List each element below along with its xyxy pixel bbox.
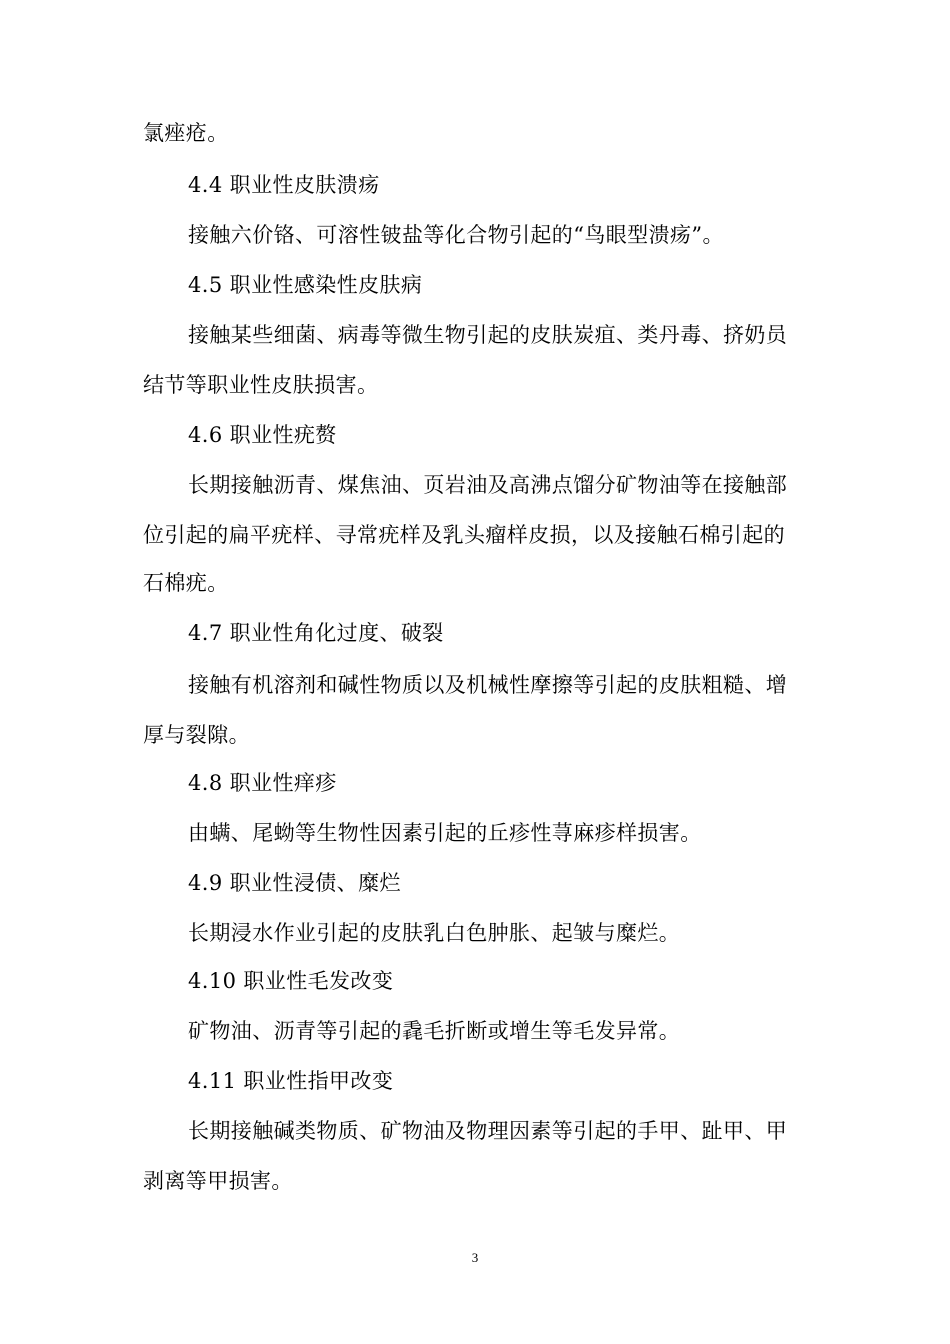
text-line: 矿物油、沥青等引起的毳毛折断或增生等毛发异常。 [188,1019,681,1043]
text-line: 接触某些细菌、病毒等微生物引起的皮肤炭疽、类丹毒、挤奶员 [188,323,788,347]
text-line: 厚与裂隙。 [143,723,250,747]
section-heading: 4.9 职业性浸债、糜烂 [188,871,401,895]
text-line: 接触六价铬、可溶性铍盐等化合物引起的“鸟眼型溃疡”。 [188,223,724,247]
section-heading: 4.11 职业性指甲改变 [188,1069,394,1093]
text-line: 由螨、尾蚴等生物性因素引起的丘疹性荨麻疹样损害。 [188,821,702,845]
text-line: 氯痤疮。 [143,121,229,145]
section-heading: 4.10 职业性毛发改变 [188,969,394,993]
text-line: 剥离等甲损害。 [143,1169,293,1193]
section-heading: 4.7 职业性角化过度、破裂 [188,621,444,645]
section-heading: 4.6 职业性疣赘 [188,423,337,447]
text-line: 长期接触沥青、煤焦油、页岩油及高沸点馏分矿物油等在接触部 [188,473,788,497]
text-line: 位引起的扁平疣样、寻常疣样及乳头瘤样皮损，以及接触石棉引起的 [143,523,785,547]
section-heading: 4.4 职业性皮肤溃疡 [188,173,380,197]
page-number: 3 [471,1250,479,1265]
section-heading: 4.8 职业性痒疹 [188,771,337,795]
section-heading: 4.5 职业性感染性皮肤病 [188,273,423,297]
text-line: 长期接触碱类物质、矿物油及物理因素等引起的手甲、趾甲、甲 [188,1119,788,1143]
text-line: 石棉疣。 [143,571,229,595]
text-line: 结节等职业性皮肤损害。 [143,373,379,397]
text-line: 长期浸水作业引起的皮肤乳白色肿胀、起皱与糜烂。 [188,921,681,945]
text-line: 接触有机溶剂和碱性物质以及机械性摩擦等引起的皮肤粗糙、增 [188,673,788,697]
